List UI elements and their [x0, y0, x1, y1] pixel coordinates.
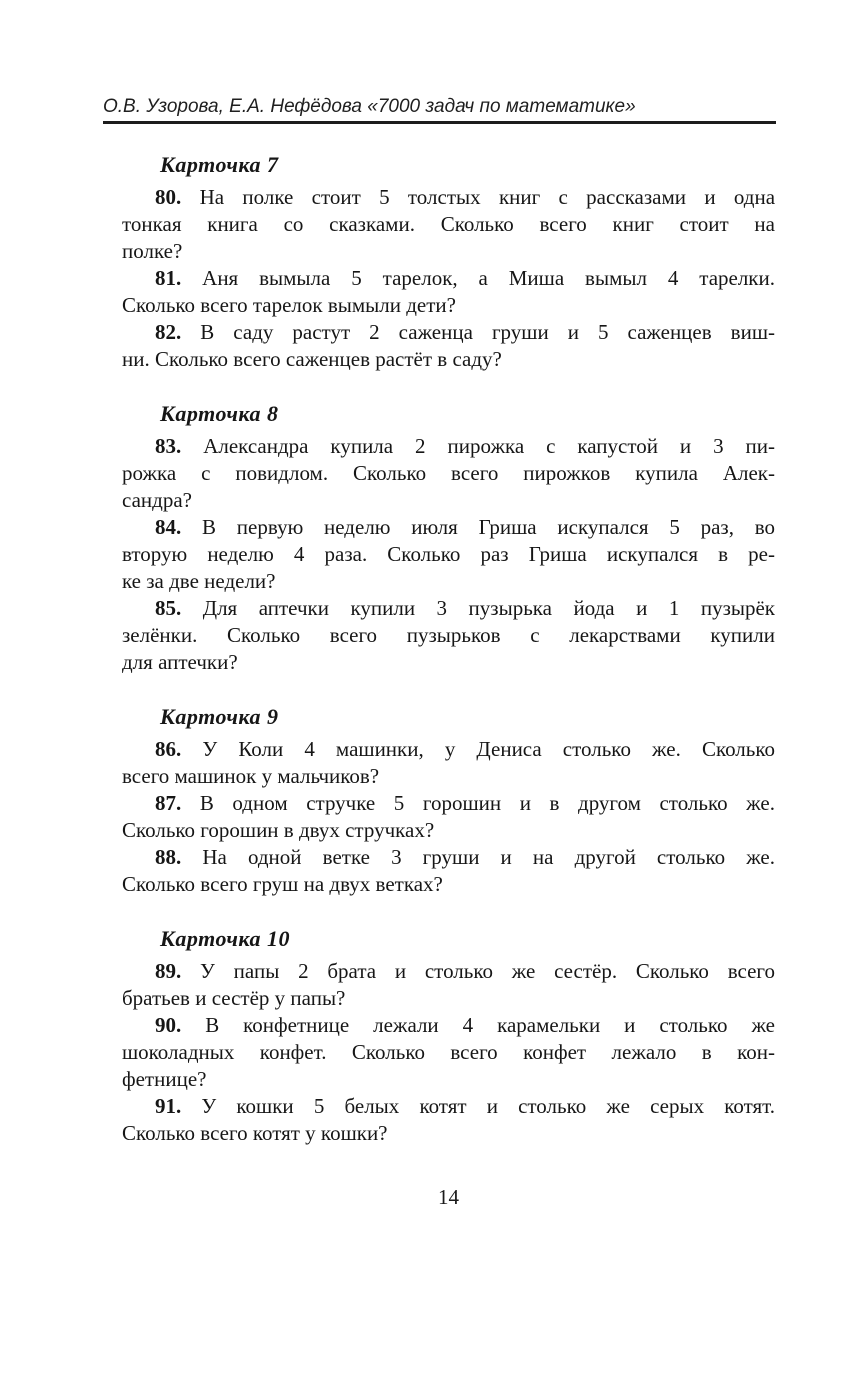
problem-number: 83. — [155, 434, 182, 458]
problem-line: фетнице? — [122, 1067, 207, 1091]
problem-85 — [122, 595, 775, 676]
problem-line: всего машинок у мальчиков? — [122, 764, 380, 788]
problem-text: Для аптечки купили 3 пузырька йода и 1 пузырёк — [202, 596, 776, 620]
problem-number: 87. — [155, 791, 182, 815]
section-heading: Карточка 10 — [160, 926, 291, 951]
problem-line: Сколько всего котят у кошки? — [122, 1121, 388, 1145]
problem-text: На одной ветке 3 груши и на другой столько же. — [202, 845, 775, 869]
problem-88 — [122, 844, 775, 898]
problem-number: 81. — [155, 266, 182, 290]
problem-line: полке? — [122, 239, 183, 263]
section-heading: Карточка 7 — [160, 152, 279, 177]
problem-line: Сколько всего тарелок вымыли дети? — [122, 293, 456, 317]
problem-83 — [122, 433, 775, 514]
problem-number: 84. — [155, 515, 182, 539]
problem-number: 89. — [155, 959, 182, 983]
problem-text: В саду растут 2 саженца груши и 5 саженцев виш- — [200, 320, 776, 344]
problem-number: 91. — [155, 1094, 182, 1118]
problem-line: тонкая книга со сказками. Сколько всего книг стоит на — [122, 212, 775, 236]
section-heading: Карточка 9 — [160, 704, 279, 729]
problem-line — [122, 844, 775, 871]
problem-line — [122, 790, 775, 817]
problem-text: В первую неделю июля Гриша искупался 5 раз, во — [202, 515, 776, 539]
problem-84 — [122, 514, 775, 595]
problem-line — [122, 184, 775, 211]
problem-text: У Коли 4 машинки, у Дениса столько же. Сколько — [202, 737, 776, 761]
problem-line — [122, 319, 775, 346]
problem-number: 85. — [155, 596, 182, 620]
problem-86 — [122, 736, 775, 790]
page-number: 14 — [438, 1185, 459, 1209]
problem-82 — [122, 319, 775, 373]
problem-number: 86. — [155, 737, 182, 761]
book-page — [0, 96, 856, 1394]
problem-number: 80. — [155, 185, 182, 209]
problem-text: У кошки 5 белых котят и столько же серых котят. — [201, 1094, 776, 1118]
problem-text: Александра купила 2 пирожка с капустой и 3 пи- — [203, 434, 776, 458]
problem-line: Сколько горошин в двух стручках? — [122, 818, 435, 842]
problem-87 — [122, 790, 775, 844]
problem-line — [122, 736, 775, 763]
problem-line — [122, 433, 775, 460]
problem-line: братьев и сестёр у папы? — [122, 986, 346, 1010]
problem-line: рожка с повидлом. Сколько всего пирожков купила Алек- — [122, 461, 775, 485]
problem-text: В конфетнице лежали 4 карамельки и столько же — [205, 1013, 775, 1037]
section-card-9 — [122, 704, 775, 898]
problem-80 — [122, 184, 775, 265]
problem-line — [122, 1012, 775, 1039]
section-card-8 — [122, 401, 775, 676]
problem-text: Аня вымыла 5 тарелок, а Миша вымыл 4 тарелки. — [202, 266, 776, 290]
problem-line — [122, 958, 775, 985]
problem-text: У папы 2 брата и столько же сестёр. Сколько всего — [200, 959, 775, 983]
section-heading: Карточка 8 — [160, 401, 279, 426]
problem-number: 90. — [155, 1013, 182, 1037]
problem-line: сандра? — [122, 488, 192, 512]
problem-91 — [122, 1093, 775, 1147]
problem-line: шоколадных конфет. Сколько всего конфет лежало в кон- — [122, 1040, 775, 1064]
problem-line: зелёнки. Сколько всего пузырьков с лекарствами купили — [122, 623, 775, 647]
problem-line — [122, 514, 775, 541]
problem-81 — [122, 265, 775, 319]
section-card-7 — [122, 152, 775, 373]
section-card-10 — [122, 926, 775, 1147]
problem-line: ни. Сколько всего саженцев растёт в саду? — [122, 347, 502, 371]
running-header — [103, 96, 776, 124]
problem-line — [122, 1093, 775, 1120]
problem-line: вторую неделю 4 раза. Сколько раз Гриша искупался в ре- — [122, 542, 775, 566]
problem-89 — [122, 958, 775, 1012]
problem-number: 82. — [155, 320, 182, 344]
problem-line: Сколько всего груш на двух ветках? — [122, 872, 443, 896]
page-content — [122, 152, 775, 1210]
problem-line — [122, 595, 775, 622]
problem-90 — [122, 1012, 775, 1093]
problem-line: для аптечки? — [122, 650, 238, 674]
problem-line: ке за две недели? — [122, 569, 276, 593]
problem-text: На полке стоит 5 толстых книг с рассказами и одна — [199, 185, 776, 209]
problem-line — [122, 265, 775, 292]
book-title: О.В. Узорова, Е.А. Нефёдова «7000 задач по математике» — [103, 96, 636, 117]
problem-text: В одном стручке 5 горошин и в другом столько же. — [199, 791, 775, 815]
problem-number: 88. — [155, 845, 182, 869]
